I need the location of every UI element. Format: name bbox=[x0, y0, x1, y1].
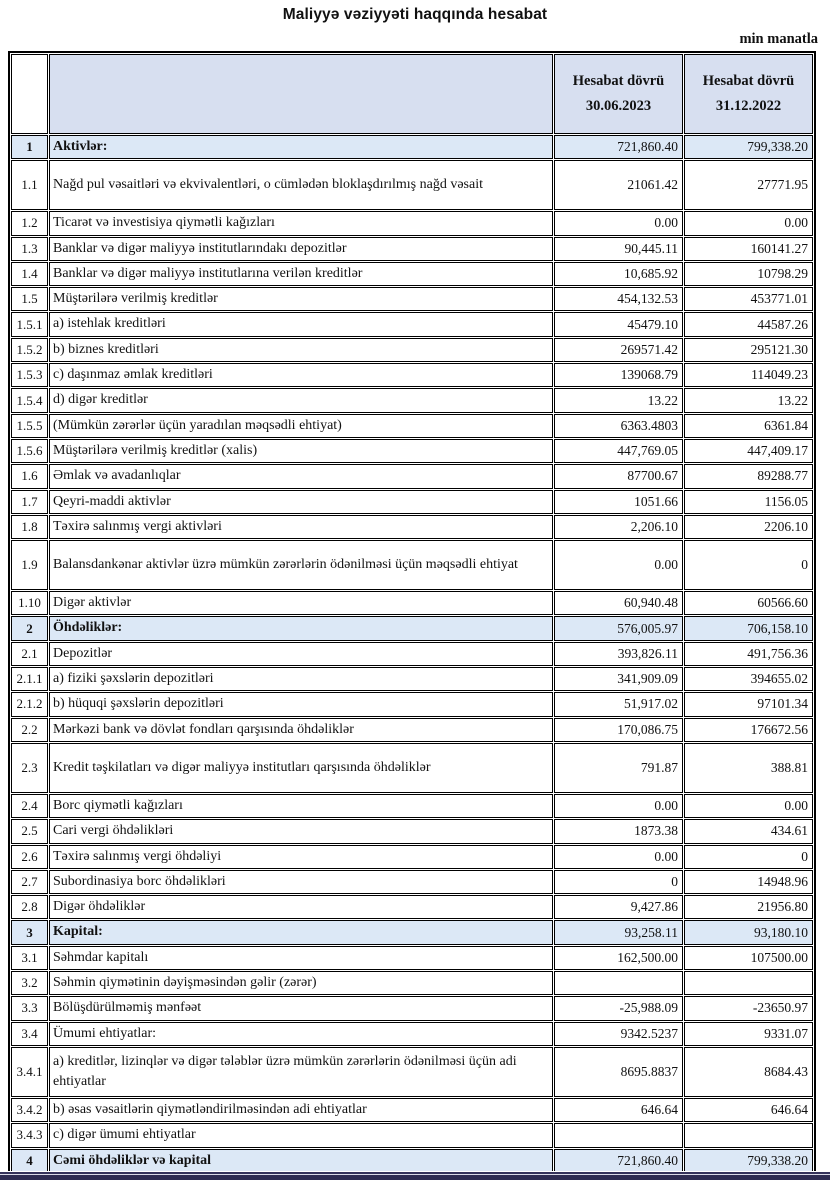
row-value-previous-cell: 799,338.20 bbox=[684, 1149, 813, 1173]
row-number-cell: 2.1.1 bbox=[11, 667, 48, 691]
row-value-previous-cell: 44587.26 bbox=[684, 312, 813, 336]
row-label-cell: Depozitlər bbox=[49, 642, 553, 666]
row-value-current-cell: 1051.66 bbox=[554, 490, 683, 514]
table-row bbox=[11, 388, 813, 412]
table-row bbox=[11, 692, 813, 716]
row-label-cell: Subordinasiya borc öhdəlikləri bbox=[49, 870, 553, 894]
table-row bbox=[11, 996, 813, 1020]
table-row bbox=[11, 262, 813, 286]
row-value-previous-cell: 0.00 bbox=[684, 211, 813, 235]
row-value-current-cell: 87700.67 bbox=[554, 464, 683, 488]
table-row bbox=[11, 1022, 813, 1046]
row-value-current-cell: 93,258.11 bbox=[554, 920, 683, 944]
row-label-cell: Səhmdar kapitalı bbox=[49, 946, 553, 970]
row-value-current-cell: 51,917.02 bbox=[554, 692, 683, 716]
row-label-cell: Təxirə salınmış vergi aktivləri bbox=[49, 515, 553, 539]
row-label-cell: Müştərilərə verilmiş kreditlər bbox=[49, 287, 553, 311]
row-number-cell: 3.4.1 bbox=[11, 1047, 48, 1097]
row-value-current-cell: 646.64 bbox=[554, 1098, 683, 1122]
row-value-previous-cell: 14948.96 bbox=[684, 870, 813, 894]
row-value-current-cell: 576,005.97 bbox=[554, 616, 683, 640]
row-number-cell: 1.6 bbox=[11, 464, 48, 488]
row-number-cell: 2.3 bbox=[11, 743, 48, 793]
row-number-cell: 1.5.5 bbox=[11, 414, 48, 438]
table-row bbox=[11, 895, 813, 919]
row-number-cell: 2.5 bbox=[11, 819, 48, 843]
row-number-cell: 2.7 bbox=[11, 870, 48, 894]
row-value-previous-cell: 491,756.36 bbox=[684, 642, 813, 666]
row-value-previous-cell: 114049.23 bbox=[684, 363, 813, 387]
row-label-cell: Kredit təşkilatları və digər maliyyə institutları qarşısında öhdəliklər bbox=[49, 743, 553, 793]
row-label-cell: c) digər ümumi ehtiyatlar bbox=[49, 1123, 553, 1147]
table-row bbox=[11, 845, 813, 869]
row-number-cell: 1.9 bbox=[11, 540, 48, 590]
row-number-cell: 1 bbox=[11, 135, 48, 159]
row-number-cell: 1.8 bbox=[11, 515, 48, 539]
row-value-previous-cell: 394655.02 bbox=[684, 667, 813, 691]
row-value-previous-cell: 8684.43 bbox=[684, 1047, 813, 1097]
row-value-previous-cell: 799,338.20 bbox=[684, 135, 813, 159]
row-number-cell: 1.10 bbox=[11, 591, 48, 615]
table-row bbox=[11, 540, 813, 590]
row-number-cell: 1.4 bbox=[11, 262, 48, 286]
row-value-current-cell: -25,988.09 bbox=[554, 996, 683, 1020]
row-value-previous-cell: 60566.60 bbox=[684, 591, 813, 615]
row-value-previous-cell: 0 bbox=[684, 845, 813, 869]
table-row bbox=[11, 819, 813, 843]
row-number-cell: 1.7 bbox=[11, 490, 48, 514]
row-value-previous-cell: 6361.84 bbox=[684, 414, 813, 438]
row-label-cell: Cəmi öhdəliklər və kapital bbox=[49, 1149, 553, 1173]
header-indicator-cell bbox=[49, 54, 553, 134]
row-label-cell: Banklar və digər maliyyə institutlarına verilən kreditlər bbox=[49, 262, 553, 286]
row-number-cell: 3.2 bbox=[11, 971, 48, 995]
row-number-cell: 1.2 bbox=[11, 211, 48, 235]
row-number-cell: 1.5.2 bbox=[11, 338, 48, 362]
row-value-previous-cell: 160141.27 bbox=[684, 237, 813, 261]
row-number-cell: 3.4.3 bbox=[11, 1123, 48, 1147]
row-number-cell: 3.4.2 bbox=[11, 1098, 48, 1122]
header-period-current-date: 30.06.2023 bbox=[585, 98, 652, 114]
table-row bbox=[11, 1047, 813, 1097]
row-value-current-cell: 21061.42 bbox=[554, 160, 683, 210]
row-label-cell: Qeyri-maddi aktivlər bbox=[49, 490, 553, 514]
row-number-cell: 4 bbox=[11, 1149, 48, 1173]
row-value-current-cell: 0 bbox=[554, 870, 683, 894]
row-number-cell: 2.4 bbox=[11, 794, 48, 818]
row-label-cell: Digər öhdəliklər bbox=[49, 895, 553, 919]
table-row bbox=[11, 1098, 813, 1122]
row-label-cell: a) fiziki şəxslərin depozitləri bbox=[49, 667, 553, 691]
row-number-cell: 1.5.6 bbox=[11, 439, 48, 463]
row-value-current-cell: 0.00 bbox=[554, 211, 683, 235]
row-label-cell: Cari vergi öhdəlikləri bbox=[49, 819, 553, 843]
table-row bbox=[11, 920, 813, 944]
row-value-previous-cell bbox=[684, 971, 813, 995]
row-value-previous-cell: 0 bbox=[684, 540, 813, 590]
row-value-previous-cell: 97101.34 bbox=[684, 692, 813, 716]
row-label-cell: Müştərilərə verilmiş kreditlər (xalis) bbox=[49, 439, 553, 463]
table-row bbox=[11, 515, 813, 539]
table-row bbox=[11, 464, 813, 488]
row-value-previous-cell: 0.00 bbox=[684, 794, 813, 818]
row-label-cell: Bölüşdürülməmiş mənfəət bbox=[49, 996, 553, 1020]
row-label-cell: c) daşınmaz əmlak kreditləri bbox=[49, 363, 553, 387]
row-value-previous-cell: 13.22 bbox=[684, 388, 813, 412]
row-value-current-cell: 45479.10 bbox=[554, 312, 683, 336]
row-value-current-cell: 9342.5237 bbox=[554, 1022, 683, 1046]
row-value-current-cell: 0.00 bbox=[554, 845, 683, 869]
row-number-cell: 1.5.4 bbox=[11, 388, 48, 412]
bottom-page-edge bbox=[0, 1171, 830, 1180]
row-value-current-cell: 341,909.09 bbox=[554, 667, 683, 691]
header-period-previous-label: Hesabat dövrü bbox=[702, 73, 795, 89]
row-value-current-cell: 269571.42 bbox=[554, 338, 683, 362]
row-value-previous-cell: 107500.00 bbox=[684, 946, 813, 970]
row-value-current-cell: 0.00 bbox=[554, 540, 683, 590]
row-label-cell: Balansdankənar aktivlər üzrə mümkün zərərlərin ödənilməsi üçün məqsədli ehtiyat bbox=[49, 540, 553, 590]
table-row bbox=[11, 211, 813, 235]
row-label-cell: Banklar və digər maliyyə institutlarındakı depozitlər bbox=[49, 237, 553, 261]
row-number-cell: 3.1 bbox=[11, 946, 48, 970]
row-label-cell: b) əsas vəsaitlərin qiymətləndirilməsindən adi ehtiyatlar bbox=[49, 1098, 553, 1122]
row-value-current-cell: 139068.79 bbox=[554, 363, 683, 387]
table-row bbox=[11, 1123, 813, 1147]
table-row bbox=[11, 338, 813, 362]
page-title: Maliyyə vəziyyəti haqqında hesabat bbox=[282, 6, 548, 23]
row-number-cell: 2.1.2 bbox=[11, 692, 48, 716]
row-value-previous-cell: 447,409.17 bbox=[684, 439, 813, 463]
row-value-current-cell: 721,860.40 bbox=[554, 1149, 683, 1173]
header-period-previous bbox=[684, 54, 813, 134]
row-label-cell: Təxirə salınmış vergi öhdəliyi bbox=[49, 845, 553, 869]
row-value-previous-cell: -23650.97 bbox=[684, 996, 813, 1020]
row-label-cell: a) istehlak kreditləri bbox=[49, 312, 553, 336]
row-label-cell: Borc qiymətli kağızları bbox=[49, 794, 553, 818]
row-value-previous-cell: 93,180.10 bbox=[684, 920, 813, 944]
row-value-current-cell: 8695.8837 bbox=[554, 1047, 683, 1097]
row-value-previous-cell: 10798.29 bbox=[684, 262, 813, 286]
table-row bbox=[11, 414, 813, 438]
row-label-cell: b) hüquqi şəxslərin depozitləri bbox=[49, 692, 553, 716]
row-value-current-cell: 2,206.10 bbox=[554, 515, 683, 539]
header-period-previous-date: 31.12.2022 bbox=[715, 98, 782, 114]
row-label-cell: b) biznes kreditləri bbox=[49, 338, 553, 362]
table-row bbox=[11, 439, 813, 463]
row-value-previous-cell: 706,158.10 bbox=[684, 616, 813, 640]
row-value-current-cell: 447,769.05 bbox=[554, 439, 683, 463]
row-number-cell: 2 bbox=[11, 616, 48, 640]
row-number-cell: 1.3 bbox=[11, 237, 48, 261]
row-value-current-cell: 6363.4803 bbox=[554, 414, 683, 438]
table-row bbox=[11, 971, 813, 995]
table-row bbox=[11, 160, 813, 210]
row-number-cell: 3.4 bbox=[11, 1022, 48, 1046]
row-value-current-cell: 721,860.40 bbox=[554, 135, 683, 159]
table-row bbox=[11, 743, 813, 793]
row-number-cell: 1.5 bbox=[11, 287, 48, 311]
row-value-previous-cell: 2206.10 bbox=[684, 515, 813, 539]
header-number-cell bbox=[11, 54, 48, 134]
row-number-cell: 3 bbox=[11, 920, 48, 944]
row-value-current-cell: 90,445.11 bbox=[554, 237, 683, 261]
row-value-current-cell: 454,132.53 bbox=[554, 287, 683, 311]
row-value-current-cell: 170,086.75 bbox=[554, 718, 683, 742]
row-value-current-cell: 393,826.11 bbox=[554, 642, 683, 666]
row-number-cell: 1.5.1 bbox=[11, 312, 48, 336]
row-value-current-cell: 9,427.86 bbox=[554, 895, 683, 919]
row-label-cell: Öhdəliklər: bbox=[49, 616, 553, 640]
table-row bbox=[11, 135, 813, 159]
table-row bbox=[11, 667, 813, 691]
table-row bbox=[11, 616, 813, 640]
row-value-previous-cell: 27771.95 bbox=[684, 160, 813, 210]
row-value-current-cell bbox=[554, 971, 683, 995]
row-value-previous-cell: 453771.01 bbox=[684, 287, 813, 311]
row-value-previous-cell: 434.61 bbox=[684, 819, 813, 843]
row-label-cell: Ümumi ehtiyatlar: bbox=[49, 1022, 553, 1046]
row-number-cell: 2.6 bbox=[11, 845, 48, 869]
row-label-cell: Əmlak və avadanlıqlar bbox=[49, 464, 553, 488]
row-label-cell: Kapital: bbox=[49, 920, 553, 944]
row-label-cell: Digər aktivlər bbox=[49, 591, 553, 615]
row-number-cell: 1.5.3 bbox=[11, 363, 48, 387]
row-label-cell: Ticarət və investisiya qiymətli kağızları bbox=[49, 211, 553, 235]
header-row bbox=[11, 54, 813, 134]
row-value-previous-cell: 21956.80 bbox=[684, 895, 813, 919]
row-value-current-cell: 0.00 bbox=[554, 794, 683, 818]
table-row bbox=[11, 363, 813, 387]
row-label-cell: Aktivlər: bbox=[49, 135, 553, 159]
row-value-previous-cell: 176672.56 bbox=[684, 718, 813, 742]
row-label-cell: Mərkəzi bank və dövlət fondları qarşısında öhdəliklər bbox=[49, 718, 553, 742]
row-label-cell: d) digər kreditlər bbox=[49, 388, 553, 412]
row-value-previous-cell: 9331.07 bbox=[684, 1022, 813, 1046]
row-value-current-cell bbox=[554, 1123, 683, 1147]
row-label-cell: Səhmin qiymətinin dəyişməsindən gəlir (zərər) bbox=[49, 971, 553, 995]
table-row bbox=[11, 312, 813, 336]
row-number-cell: 2.2 bbox=[11, 718, 48, 742]
row-value-current-cell: 791.87 bbox=[554, 743, 683, 793]
financial-position-table bbox=[8, 51, 816, 1176]
table-row bbox=[11, 490, 813, 514]
row-label-cell: (Mümkün zərərlər üçün yaradılan məqsədli ehtiyat) bbox=[49, 414, 553, 438]
header-period-current-label: Hesabat dövrü bbox=[572, 73, 665, 89]
table-row bbox=[11, 794, 813, 818]
row-number-cell: 2.8 bbox=[11, 895, 48, 919]
row-number-cell: 3.3 bbox=[11, 996, 48, 1020]
table-row bbox=[11, 237, 813, 261]
row-value-previous-cell: 388.81 bbox=[684, 743, 813, 793]
row-label-cell: Nağd pul vəsaitləri və ekvivalentləri, o cümlədən bloklaşdırılmış nağd vəsait bbox=[49, 160, 553, 210]
row-value-previous-cell bbox=[684, 1123, 813, 1147]
row-value-previous-cell: 89288.77 bbox=[684, 464, 813, 488]
row-number-cell: 1.1 bbox=[11, 160, 48, 210]
row-value-previous-cell: 1156.05 bbox=[684, 490, 813, 514]
table-row bbox=[11, 642, 813, 666]
table-row bbox=[11, 870, 813, 894]
row-value-current-cell: 60,940.48 bbox=[554, 591, 683, 615]
row-value-current-cell: 1873.38 bbox=[554, 819, 683, 843]
row-value-previous-cell: 295121.30 bbox=[684, 338, 813, 362]
row-value-current-cell: 162,500.00 bbox=[554, 946, 683, 970]
header-period-current bbox=[554, 54, 683, 134]
table-row bbox=[11, 718, 813, 742]
row-label-cell: a) kreditlər, lizinqlər və digər tələblər üzrə mümkün zərərlərin ödənilməsi üçün adi ehtiyatlar bbox=[49, 1047, 553, 1097]
row-value-previous-cell: 646.64 bbox=[684, 1098, 813, 1122]
row-number-cell: 2.1 bbox=[11, 642, 48, 666]
row-value-current-cell: 10,685.92 bbox=[554, 262, 683, 286]
table-row bbox=[11, 591, 813, 615]
table-row bbox=[11, 1149, 813, 1173]
table-row bbox=[11, 946, 813, 970]
row-value-current-cell: 13.22 bbox=[554, 388, 683, 412]
table-row bbox=[11, 287, 813, 311]
unit-note: min manatla bbox=[739, 31, 818, 47]
